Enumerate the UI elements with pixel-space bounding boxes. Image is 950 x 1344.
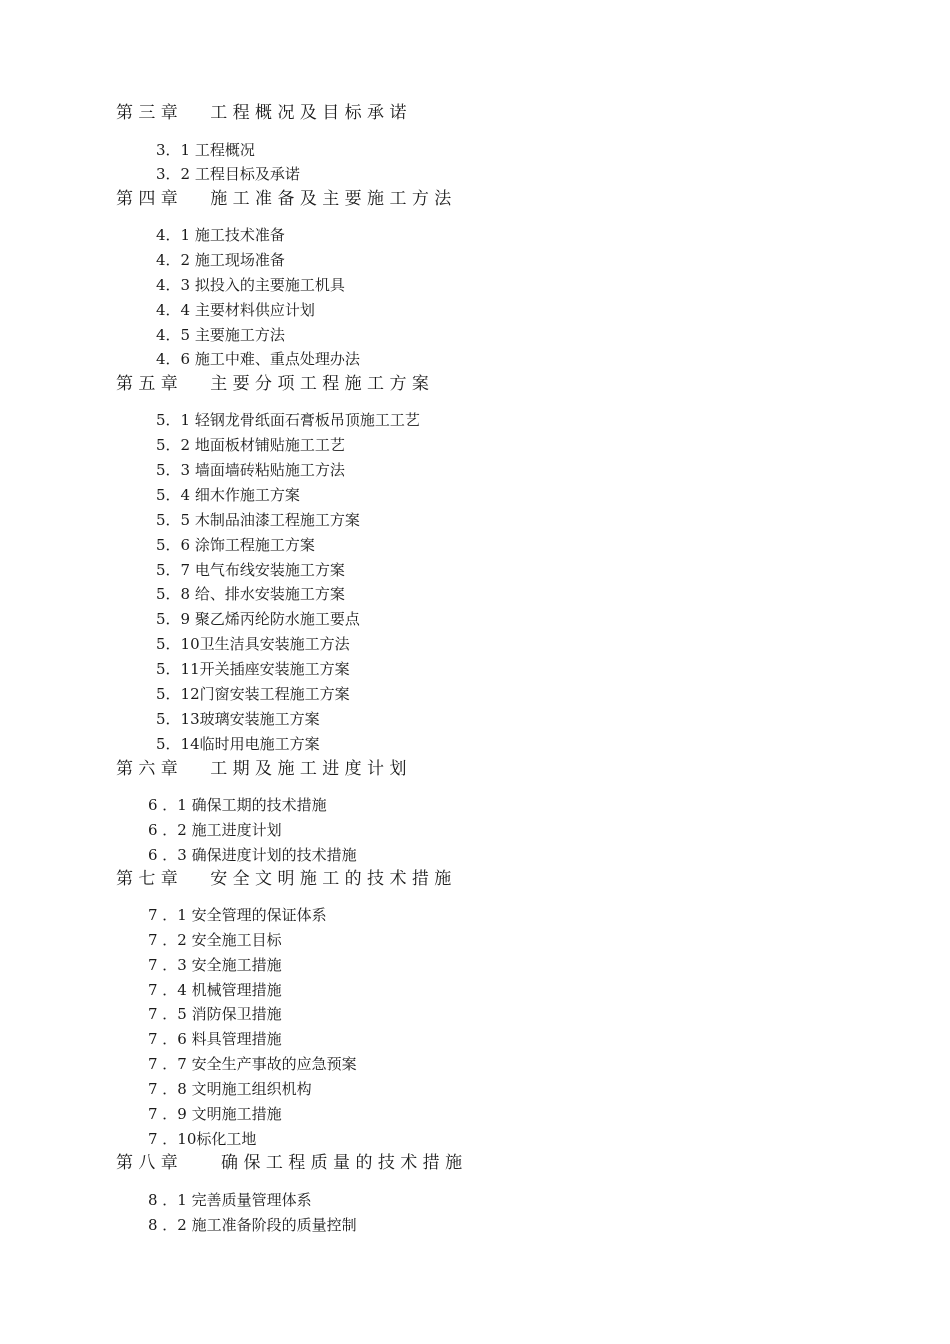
item-title: 确保工期的技术措施: [191, 796, 327, 814]
toc-item-6-2: [148, 820, 282, 840]
item-title: 安全生产事故的应急预案: [191, 1055, 357, 1073]
item-title: 标化工地: [196, 1130, 257, 1148]
toc-item-5-1: [156, 410, 420, 430]
item-number: 3．1: [156, 141, 191, 159]
toc-item-5-3: [156, 460, 345, 480]
item-title: 地面板材铺贴施工工艺: [194, 436, 345, 454]
toc-item-5-10: [156, 634, 350, 654]
item-title: 安全管理的保证体系: [191, 906, 327, 924]
item-title: 文明施工措施: [191, 1105, 282, 1123]
toc-item-5-9: [156, 609, 360, 629]
toc-item-7-1: [148, 905, 327, 925]
item-number: 5．9: [156, 610, 191, 628]
item-title: 施工中难、重点处理办法: [194, 350, 360, 368]
item-number: 4．6: [156, 350, 191, 368]
toc-item-5-7: [156, 560, 345, 580]
item-title: 工程概况: [194, 141, 255, 159]
item-title: 墙面墙砖粘贴施工方法: [194, 461, 345, 479]
item-number: 7 ．7: [148, 1055, 187, 1073]
item-title: 消防保卫措施: [191, 1005, 282, 1023]
item-title: 给、排水安装施工方案: [194, 585, 345, 603]
chapter-7-heading: 第 七 章 安 全 文 明 施 工 的 技 术 措 施: [116, 869, 452, 889]
item-number: 5．13: [156, 710, 200, 728]
toc-item-4-2: [156, 250, 285, 270]
item-title: 临时用电施工方案: [199, 735, 320, 753]
chapter-3-heading: 第 三 章 工 程 概 况 及 目 标 承 诺: [116, 103, 407, 123]
item-number: 5．11: [156, 660, 200, 678]
item-title: 拟投入的主要施工机具: [194, 276, 345, 294]
chapter-4-heading: 第 四 章 施 工 准 备 及 主 要 施 工 方 法: [116, 189, 452, 209]
item-number: 4．4: [156, 301, 191, 319]
item-title: 料具管理措施: [191, 1030, 282, 1048]
item-title: 木制品油漆工程施工方案: [194, 511, 360, 529]
toc-item-5-8: [156, 584, 345, 604]
toc-item-5-4: [156, 485, 300, 505]
item-title: 文明施工组织机构: [191, 1080, 312, 1098]
item-number: 4．3: [156, 276, 191, 294]
toc-item-8-1: [148, 1190, 312, 1210]
item-title: 安全施工目标: [191, 931, 282, 949]
item-title: 主要施工方法: [194, 326, 285, 344]
toc-item-6-1: [148, 795, 327, 815]
item-number: 3．2: [156, 165, 191, 183]
item-title: 电气布线安装施工方案: [194, 561, 345, 579]
toc-item-7-5: [148, 1004, 282, 1024]
chapter-6-heading: 第 六 章 工 期 及 施 工 进 度 计 划: [116, 759, 407, 779]
item-title: 施工准备阶段的质量控制: [191, 1216, 357, 1234]
item-number: 5．5: [156, 511, 191, 529]
toc-item-5-5: [156, 510, 360, 530]
item-title: 聚乙烯丙纶防水施工要点: [194, 610, 360, 628]
toc-item-5-2: [156, 435, 345, 455]
toc-item-4-1: [156, 225, 285, 245]
toc-item-5-14: [156, 734, 320, 754]
item-title: 施工现场准备: [194, 251, 285, 269]
toc-item-4-4: [156, 300, 315, 320]
item-number: 8 ．2: [148, 1216, 187, 1234]
item-title: 轻钢龙骨纸面石膏板吊顶施工工艺: [194, 411, 420, 429]
item-number: 7 ．1: [148, 906, 187, 924]
item-number: 7 ．10: [148, 1130, 197, 1148]
toc-item-4-3: [156, 275, 345, 295]
toc-item-5-12: [156, 684, 350, 704]
toc-item-8-2: [148, 1215, 357, 1235]
chapter-5-heading: 第 五 章 主 要 分 项 工 程 施 工 方 案: [116, 374, 429, 394]
toc-item-5-13: [156, 709, 320, 729]
toc-item-6-3: [148, 845, 357, 865]
toc-item-7-4: [148, 980, 282, 1000]
toc-item-4-6: [156, 349, 360, 369]
item-number: 5．4: [156, 486, 191, 504]
item-number: 7 ．5: [148, 1005, 187, 1023]
item-number: 7 ．2: [148, 931, 187, 949]
item-number: 5．7: [156, 561, 191, 579]
item-number: 5．1: [156, 411, 191, 429]
item-title: 工程目标及承诺: [194, 165, 300, 183]
item-number: 5．2: [156, 436, 191, 454]
item-title: 完善质量管理体系: [191, 1191, 312, 1209]
toc-item-3-2: [156, 164, 300, 184]
toc-item-7-8: [148, 1079, 312, 1099]
item-title: 门窗安装工程施工方案: [199, 685, 350, 703]
toc-item-5-6: [156, 535, 315, 555]
item-title: 卫生洁具安装施工方法: [199, 635, 350, 653]
item-number: 5．14: [156, 735, 200, 753]
chapter-8-heading: 第 八 章 确 保 工 程 质 量 的 技 术 措 施: [116, 1153, 463, 1173]
item-number: 6 ．1: [148, 796, 187, 814]
toc-item-5-11: [156, 659, 350, 679]
item-number: 7 ．6: [148, 1030, 187, 1048]
toc-item-7-3: [148, 955, 282, 975]
toc-item-7-2: [148, 930, 282, 950]
toc-item-7-6: [148, 1029, 282, 1049]
item-number: 7 ．3: [148, 956, 187, 974]
item-number: 5．3: [156, 461, 191, 479]
toc-item-7-7: [148, 1054, 357, 1074]
item-title: 施工进度计划: [191, 821, 282, 839]
item-number: 5．8: [156, 585, 191, 603]
toc-item-4-5: [156, 325, 285, 345]
item-number: 5．6: [156, 536, 191, 554]
item-title: 安全施工措施: [191, 956, 282, 974]
item-title: 细木作施工方案: [194, 486, 300, 504]
item-title: 玻璃安装施工方案: [199, 710, 320, 728]
item-title: 机械管理措施: [191, 981, 282, 999]
toc-item-3-1: [156, 140, 255, 160]
item-title: 涂饰工程施工方案: [194, 536, 315, 554]
item-number: 6 ．2: [148, 821, 187, 839]
item-number: 4．1: [156, 226, 191, 244]
item-number: 7 ．8: [148, 1080, 187, 1098]
item-number: 6 ．3: [148, 846, 187, 864]
item-number: 4．2: [156, 251, 191, 269]
toc-item-7-9: [148, 1104, 282, 1124]
toc-item-7-10: [148, 1129, 256, 1149]
item-title: 主要材料供应计划: [194, 301, 315, 319]
item-title: 开关插座安装施工方案: [199, 660, 350, 678]
item-number: 5．12: [156, 685, 200, 703]
item-number: 7 ．9: [148, 1105, 187, 1123]
item-title: 施工技术准备: [194, 226, 285, 244]
item-number: 8 ．1: [148, 1191, 187, 1209]
item-number: 5．10: [156, 635, 200, 653]
item-number: 7 ．4: [148, 981, 187, 999]
item-number: 4．5: [156, 326, 191, 344]
item-title: 确保进度计划的技术措施: [191, 846, 357, 864]
